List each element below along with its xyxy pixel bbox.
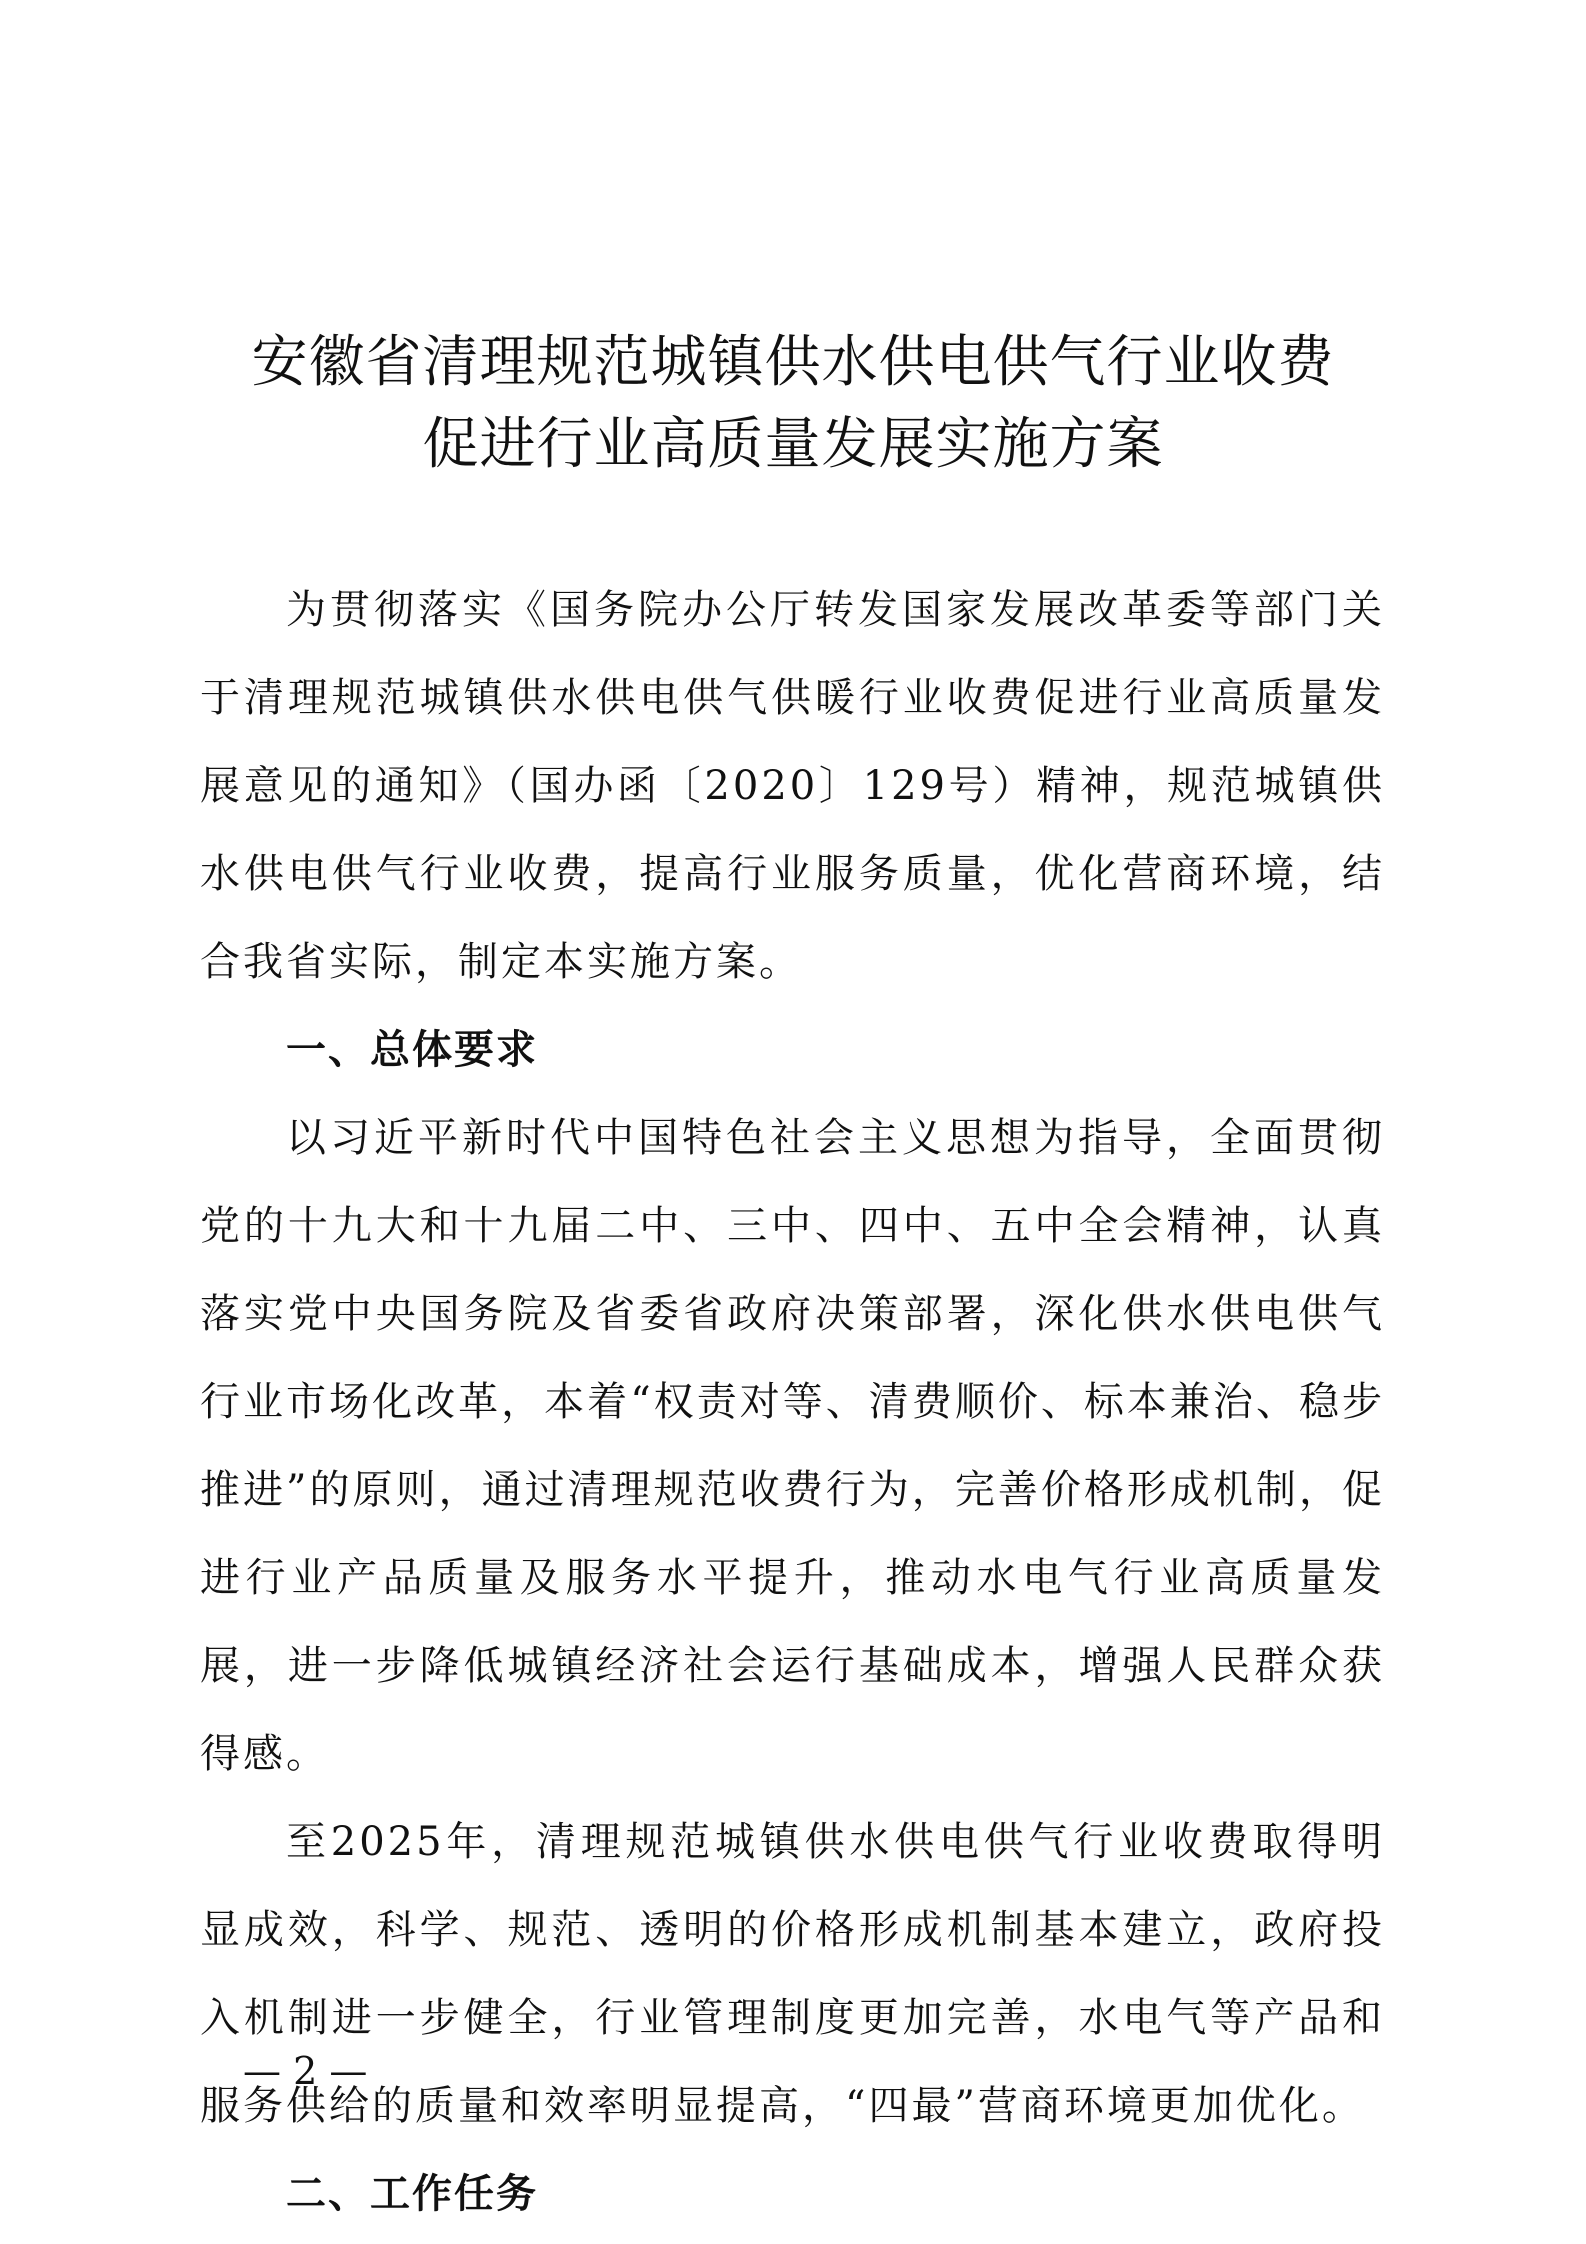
page-number: — 2 —	[243, 2049, 368, 2093]
goal-paragraph: 至2025年，清理规范城镇供水供电供气行业收费取得明显成效，科学、规范、透明的价格形成机制基本建立，政府投入机制进一步健全，行业管理制度更加完善，水电气等产品和服务供给的质量和效率明显提高，“四最”营商环境更加优化。	[200, 1819, 1385, 2129]
document-title	[0, 322, 1586, 486]
section-heading-work-tasks: 二、工作任务	[286, 2171, 538, 2217]
intro-paragraph: 为贯彻落实《国务院办公厅转发国家发展改革委等部门关于清理规范城镇供水供电供气供暖行业收费促进行业高质量发展意见的通知》（国办函〔2020〕129号）精神，规范城镇供水供电供气行业收费，提高行业服务质量，优化营商环境，结合我省实际，制定本实施方案。	[200, 587, 1385, 985]
title-line-2: 促进行业高质量发展实施方案	[422, 412, 1164, 477]
section-heading-general-requirements: 一、总体要求	[286, 1027, 538, 1073]
guideline-paragraph: 以习近平新时代中国特色社会主义思想为指导，全面贯彻党的十九大和十九届二中、三中、四中、五中全会精神，认真落实党中央国务院及省委省政府决策部署，深化供水供电供气行业市场化改革，本着“权责对等、清费顺价、标本兼治、稳步推进”的原则，通过清理规范收费行为，完善价格形成机制，促进行业产品质量及服务水平提升，推动水电气行业高质量发展，进一步降低城镇经济社会运行基础成本，增强人民群众获得感。	[200, 1115, 1385, 1777]
title-line-1: 安徽省清理规范城镇供水供电供气行业收费	[251, 330, 1335, 395]
document-body	[200, 566, 1385, 2238]
